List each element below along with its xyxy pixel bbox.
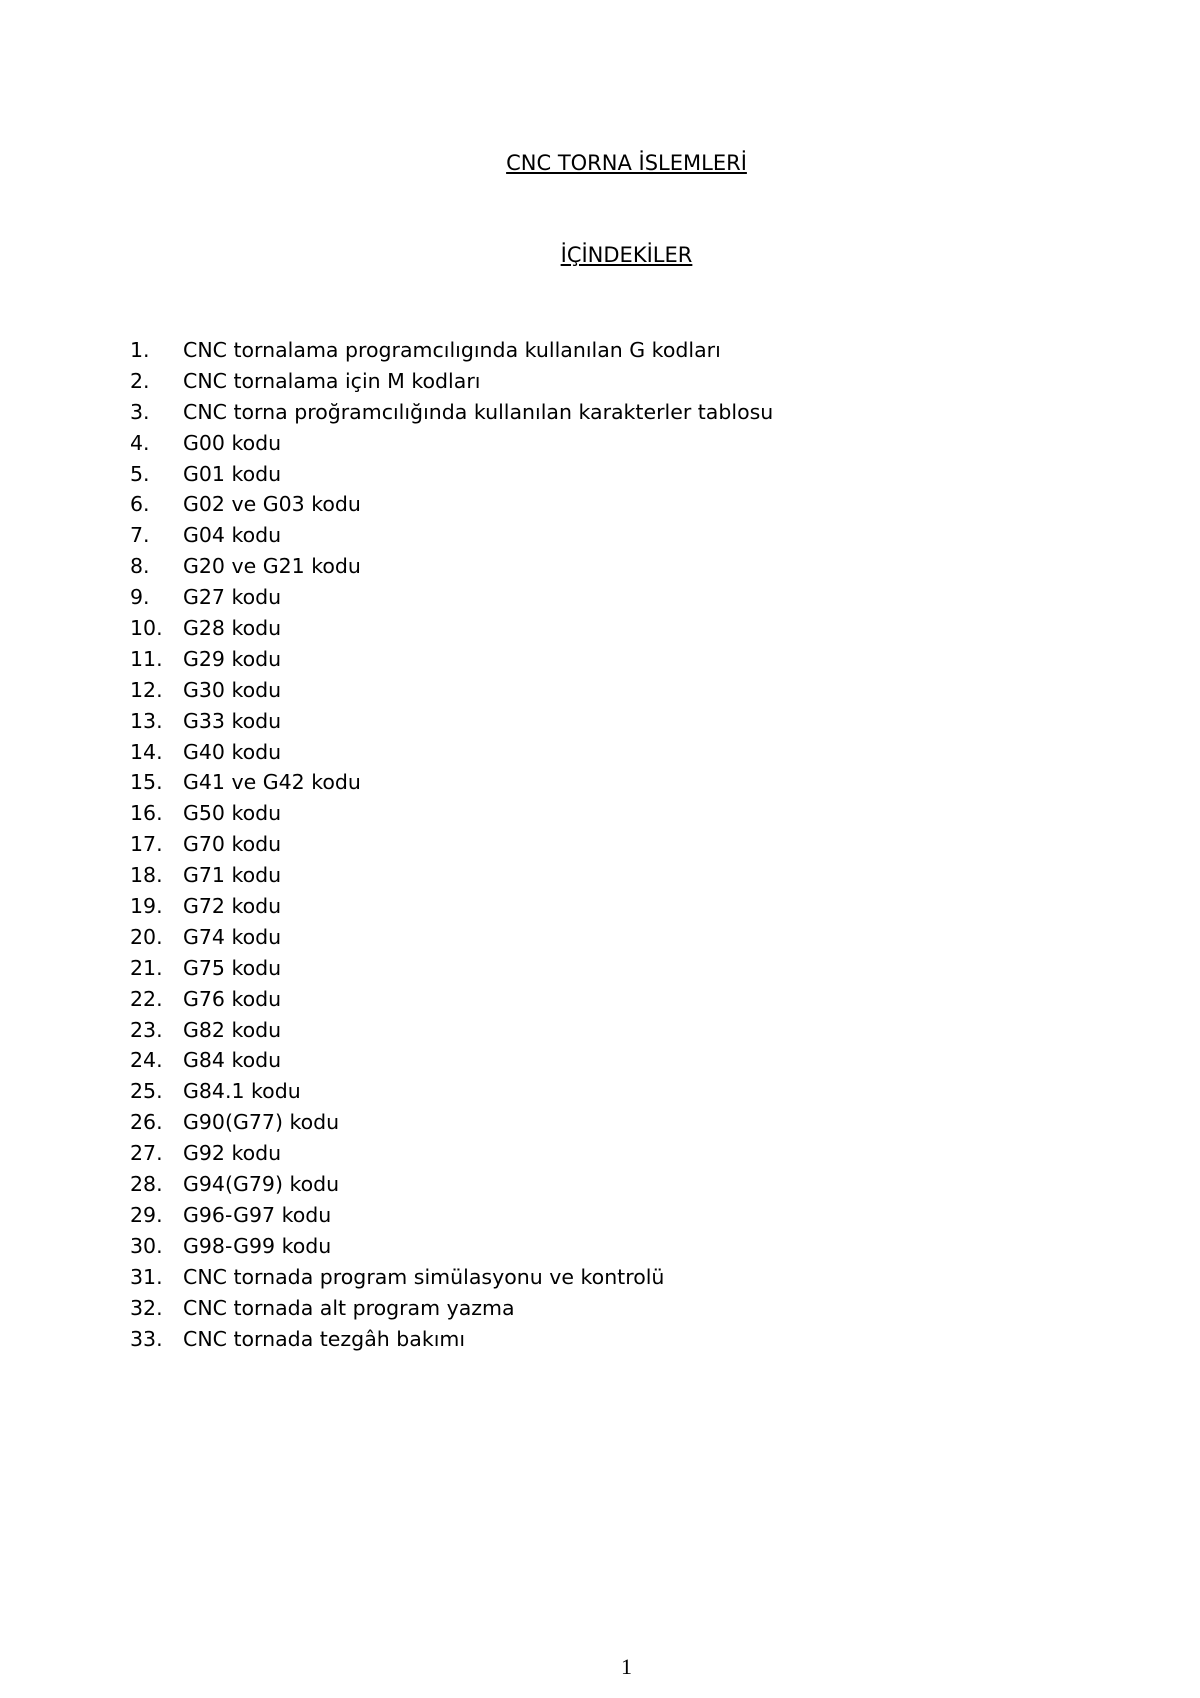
toc-item-number: 32. xyxy=(130,1295,163,1320)
toc-item xyxy=(130,551,773,582)
toc-item-number: 29. xyxy=(130,1202,163,1227)
toc-item xyxy=(130,489,773,520)
toc-item xyxy=(130,891,773,922)
toc-item xyxy=(130,1015,773,1046)
toc-item-text: G76 kodu xyxy=(183,986,282,1011)
toc-item-text: G20 ve G21 kodu xyxy=(183,554,361,579)
toc-item-number: 21. xyxy=(130,955,163,980)
toc-item-number: 4. xyxy=(130,430,150,455)
toc-item xyxy=(130,1169,773,1200)
toc-item xyxy=(130,1107,773,1138)
toc-item-number: 25. xyxy=(130,1079,163,1104)
toc-item-text: CNC tornada tezgâh bakımı xyxy=(183,1326,466,1351)
toc-item-number: 16. xyxy=(130,801,163,826)
toc-item xyxy=(130,428,773,459)
toc-item-number: 27. xyxy=(130,1141,163,1166)
toc-item-text: G40 kodu xyxy=(183,739,282,764)
toc-item-number: 30. xyxy=(130,1233,163,1258)
page-number: 1 xyxy=(621,1654,632,1679)
toc-item-number: 22. xyxy=(130,986,163,1011)
toc-item-text: G94(G79) kodu xyxy=(183,1172,340,1197)
toc-item-text: G98-G99 kodu xyxy=(183,1233,332,1258)
toc-item-text: G50 kodu xyxy=(183,801,282,826)
toc-item-number: 12. xyxy=(130,677,163,702)
toc-item-text: CNC tornalama programcılıgında kullanılan G kodları xyxy=(183,338,721,362)
toc-item xyxy=(130,798,773,829)
toc-item-number: 31. xyxy=(130,1264,163,1289)
toc-item-text: G71 kodu xyxy=(183,863,282,888)
toc-item xyxy=(130,1293,773,1324)
toc-item-text: G29 kodu xyxy=(183,646,282,671)
toc-item xyxy=(130,335,773,366)
document-title: CNC TORNA İSLEMLERİ xyxy=(506,151,747,175)
toc-item xyxy=(130,829,773,860)
toc-item-text: G30 kodu xyxy=(183,677,282,702)
toc-item-number: 2. xyxy=(130,368,150,393)
toc-item-number: 3. xyxy=(130,399,150,424)
toc-item-number: 10. xyxy=(130,616,163,641)
toc-item-text: G75 kodu xyxy=(183,955,282,980)
toc-item xyxy=(130,582,773,613)
toc-item-number: 8. xyxy=(130,554,150,579)
toc-item-number: 5. xyxy=(130,461,150,486)
toc-item-number: 23. xyxy=(130,1017,163,1042)
toc-item-number: 14. xyxy=(130,739,163,764)
toc-item xyxy=(130,613,773,644)
toc-item-text: G82 kodu xyxy=(183,1017,282,1042)
toc-item-number: 9. xyxy=(130,585,150,610)
toc-item-text: CNC torna proğramcılığında kullanılan karakterler tablosu xyxy=(183,399,774,424)
toc-item-text: G27 kodu xyxy=(183,585,282,610)
toc-item xyxy=(130,1138,773,1169)
toc-item-number: 24. xyxy=(130,1048,163,1073)
toc-item xyxy=(130,922,773,953)
toc-item xyxy=(130,737,773,768)
toc-item-text: G02 ve G03 kodu xyxy=(183,492,361,517)
toc-item xyxy=(130,953,773,984)
toc-item-number: 6. xyxy=(130,492,150,517)
toc-item xyxy=(130,1076,773,1107)
toc-item xyxy=(130,459,773,490)
toc-item-number: 11. xyxy=(130,646,163,671)
toc-item-number: 18. xyxy=(130,863,163,888)
toc-item-text: G74 kodu xyxy=(183,924,282,949)
toc-item xyxy=(130,1262,773,1293)
toc-item-number: 17. xyxy=(130,832,163,857)
toc-item-number: 1. xyxy=(130,338,150,362)
toc-item-text: CNC tornada program simülasyonu ve kontrolü xyxy=(183,1264,665,1289)
toc-heading: İÇİNDEKİLER xyxy=(560,243,693,267)
toc-item-text: G84.1 kodu xyxy=(183,1079,301,1104)
toc-item xyxy=(130,397,773,428)
toc-item xyxy=(130,520,773,551)
toc-item-text: G70 kodu xyxy=(183,832,282,857)
toc-item xyxy=(130,644,773,675)
toc-item xyxy=(130,1231,773,1262)
toc-item xyxy=(130,984,773,1015)
toc-item-text: CNC tornalama için M kodları xyxy=(183,368,481,393)
toc-list xyxy=(130,335,773,1354)
toc-item xyxy=(130,366,773,397)
toc-item-number: 13. xyxy=(130,708,163,733)
toc-item xyxy=(130,767,773,798)
toc-item-text: G92 kodu xyxy=(183,1141,282,1166)
toc-item xyxy=(130,675,773,706)
toc-item-text: G33 kodu xyxy=(183,708,282,733)
toc-item-text: G04 kodu xyxy=(183,523,282,548)
toc-item-text: G41 ve G42 kodu xyxy=(183,770,361,795)
toc-item xyxy=(130,1324,773,1355)
toc-item-text: G96-G97 kodu xyxy=(183,1202,332,1227)
toc-item-number: 19. xyxy=(130,894,163,919)
toc-item-text: CNC tornada alt program yazma xyxy=(183,1295,515,1320)
toc-item-text: G00 kodu xyxy=(183,430,282,455)
toc-item xyxy=(130,1200,773,1231)
toc-item-text: G90(G77) kodu xyxy=(183,1110,340,1135)
toc-item-number: 15. xyxy=(130,770,163,795)
toc-item-text: G01 kodu xyxy=(183,461,282,486)
toc-item-number: 26. xyxy=(130,1110,163,1135)
toc-item-number: 7. xyxy=(130,523,150,548)
toc-item-text: G28 kodu xyxy=(183,616,282,641)
toc-item xyxy=(130,706,773,737)
toc-item-number: 20. xyxy=(130,924,163,949)
toc-item-number: 28. xyxy=(130,1172,163,1197)
toc-item xyxy=(130,860,773,891)
toc-item-text: G72 kodu xyxy=(183,894,282,919)
toc-item xyxy=(130,1045,773,1076)
toc-item-number: 33. xyxy=(130,1326,163,1351)
toc-item-text: G84 kodu xyxy=(183,1048,282,1073)
